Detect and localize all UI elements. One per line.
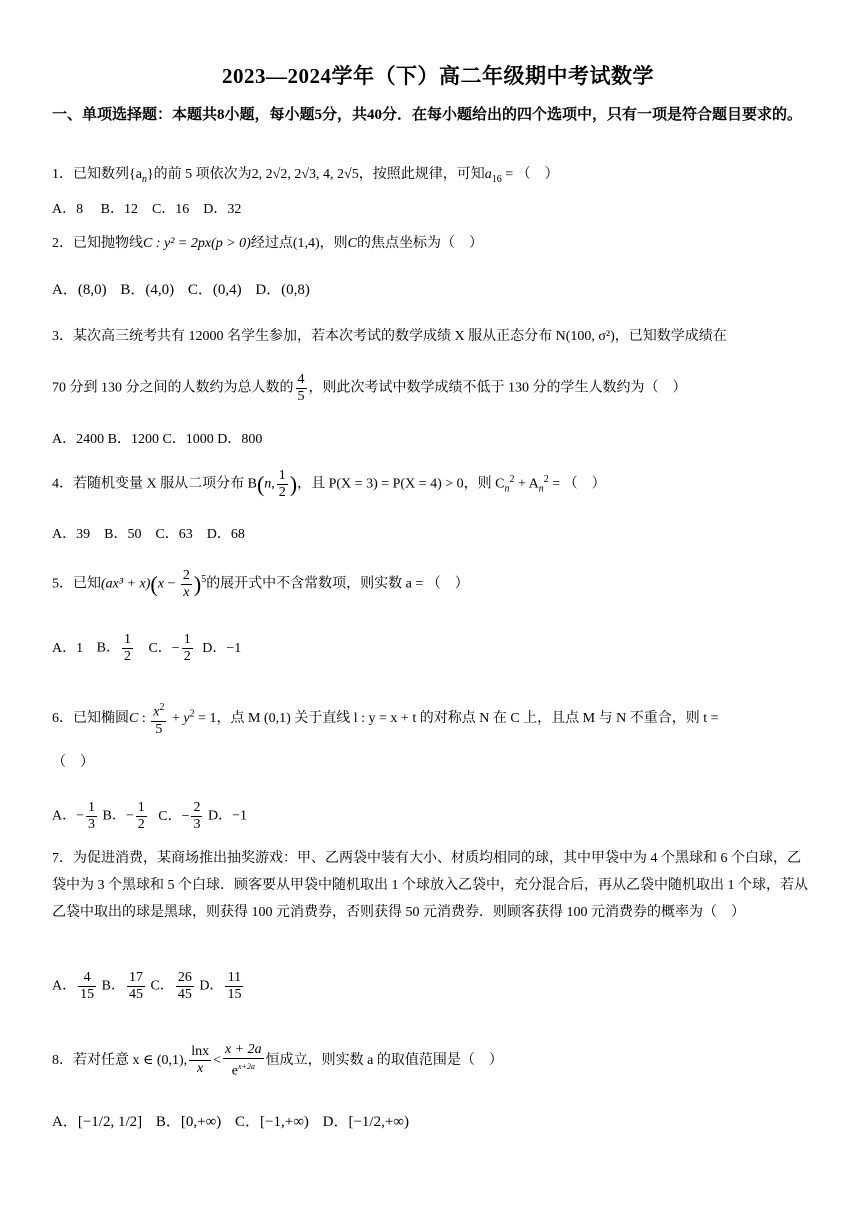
question-3: 3．某次高三统考共有 12000 名学生参加，若本次考试的数学成绩 X 服从正态分布 N(100, σ²)，已知数学成绩在 [52,329,727,344]
question-1: 1．已知数列$\{a_n\}$的前 5 项依次为2, 2√2, 2√3, 4, 2√5，按照此规律，可知$a_{16}$ = （ ） [52,167,559,185]
question-3-line-2: 70 分到 130 分之间的人数约为总人数的 $\frac{4}{5}$ ，则此次考试中数学成绩不低于 130 分的学生人数约为（ ） [52,372,687,404]
question-7: 7．为促进消费，某商场推出抽奖游戏：甲、乙两袋中装有大小、材质均相同的球，其中甲袋中为 4 个黑球和 6 个白球，乙袋中为 3 个黑球和 5 个白球．顾客要从甲袋中随机取出 1 个球放入乙袋中，充分混合后，再从乙袋中随机取出 1 个球，若从乙袋中取出的球是黑球，则获得 100 元消费券，否则获得 50 元消费券．则顾客获得 100 元消费券的概率为（ ） [52,851,808,920]
question-2: 2．已知抛物线C : y² = 2px(p > 0)经过点(1,4)，则C的焦点坐标为（ ） [52,236,484,251]
question-2-options: A．(8,0) B．(4,0) C．(0,4) D．(0,8) [52,282,310,298]
question-7-options: A． $\frac{4}{15}$ B． $\frac{17}{45}$ C． $\frac{26}{45}$ D． $\frac{11}{15}$ [52,970,242,1002]
section-heading: 一、单项选择题：本题共8小题，每小题5分，共40分．在每小题给出的四个选项中，只有一项是符合题目要求的。 [52,107,803,123]
page-title: 2023—2024学年（下）高二年级期中考试数学 [222,64,654,88]
question-8: 8．若对任意 x ∈ (0,1), $\frac{\ln x}{x}$ < $\frac{x + 2a}{e^{x+2a}}$ 恒成立，则实数 a 的取值范围是（ ） [52,1042,503,1079]
question-6-line-2: （ ） [52,755,94,770]
question-6-options: A．− $\frac{1}{3}$ B．− $\frac{1}{2}$ C．− $\frac{2}{3}$ D．−1 [52,800,247,832]
question-6: 6．已知椭圆C : $\frac{x^2}{5}$ + $y^2 = 1$，点 M (0,1) 关于直线 l : y = x + t 的对称点 N 在 C 上，且点 M 与 N 不重合，则 t = [52,702,719,737]
question-4-options: A．39 B．50 C．63 D．68 [52,527,245,542]
question-5: 5．已知(ax³ + x)(x − $\frac{2}{x}$ )$^5$的展开式中不含常数项，则实数 a = （ ） [52,568,469,600]
question-5-options: A．1 B． $\frac{1}{2}$ C．− $\frac{1}{2}$ D．−1 [52,632,242,664]
question-8-options: A．[−1/2, 1/2] B．[0,+∞) C．[−1,+∞) D．[−1/2,+∞) [52,1114,409,1130]
question-4: 4．若随机变量 X 服从二项分布 B(n, $\frac{1}{2}$ )，且 P(X = 3) = P(X = 4) > 0，则 $C_n^2 + A_n^2$ = （ ） [52,468,606,500]
question-3-options: A．2400 B．1200 C．1000 D．800 [52,432,263,447]
question-1-options: A．8 B．12 C．16 D．32 [52,202,242,217]
sequence-terms: 2, 2√2, 2√3, 4, 2√5 [251,167,359,182]
